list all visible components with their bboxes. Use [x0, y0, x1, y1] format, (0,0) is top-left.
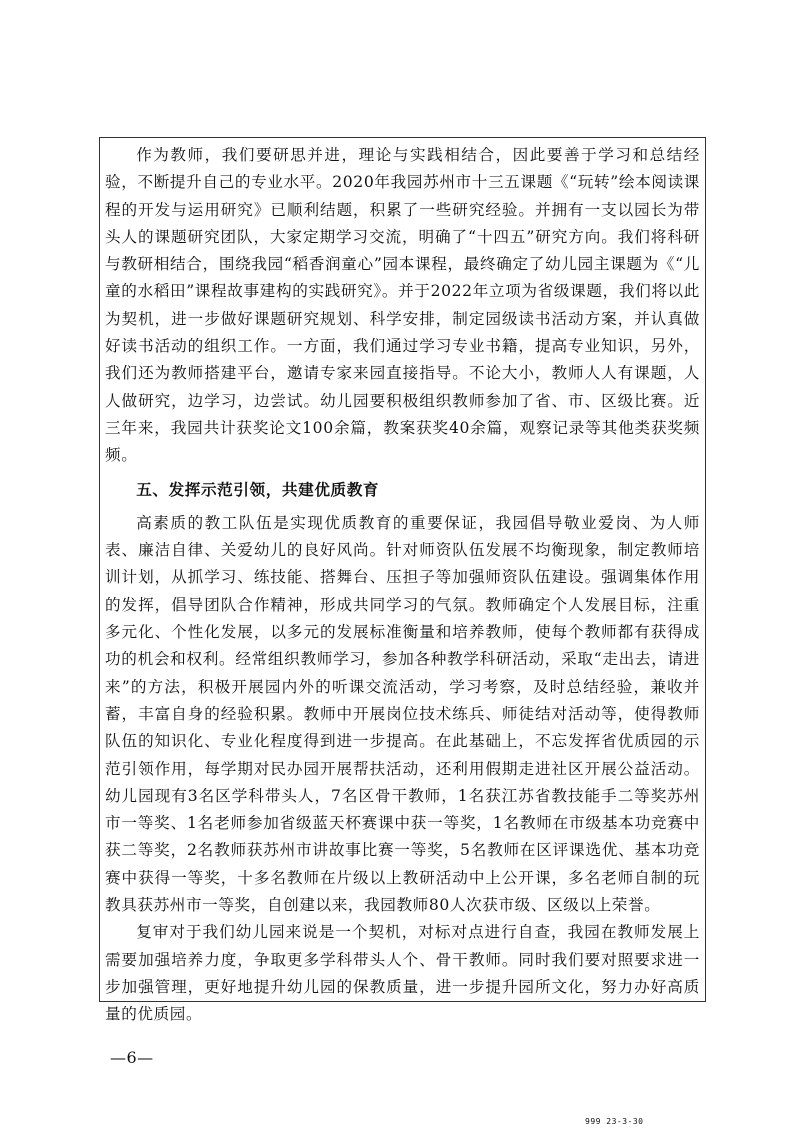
print-stamp: 999 23-3-30 — [585, 1117, 644, 1126]
paragraph-review: 复审对于我们幼儿园来说是一个契机，对标对点进行自查，我园在教师发展上需要加强培养力度，争取更多学科带头人个、骨干教师。同时我们要对照要求进一步加强管理，更好地提升幼儿园的保教质量，进一步提升园所文化，努力办好高质量的优质园。 — [105, 923, 700, 1024]
document-body — [105, 142, 700, 1029]
paragraph-research: 作为教师，我们要研思并进，理论与实践相结合，因此要善于学习和总结经验，不断提升自己的专业水平。2020年我园苏州市十三五课题《“玩转”绘本阅读课程的开发与运用研究》已顺利结题，积累了一些研究经验。并拥有一支以园长为带头人的课题研究团队，大家定期学习交流，明确了“十四五”研究方向。我们将科研与教研相结合，围绕我园“稻香润童心”园本课程，最终确定了幼儿园主课题为《“儿童的水稻田”课程故事建构的实践研究》。并于2022年立项为省级课题，我们将以此为契机，进一步做好课题研究规划、科学安排，制定园级读书活动方案，并认真做好读书活动的组织工作。一方面，我们通过学习专业书籍，提高专业知识，另外，我们还为教师搭建平台，邀请专家来园直接指导。不论大小，教师人人有课题，人人做研究，边学习，边尝试。幼儿园要积极组织教师参加了省、市、区级比赛。近三年来，我园共计获奖论文100余篇，教案获奖40余篇，观察记录等其他类获奖频频。 — [105, 146, 700, 465]
page-number: —6— — [110, 1048, 154, 1067]
section-heading: 五、发挥示范引领，共建优质教育 — [136, 480, 380, 499]
paragraph-teaching-staff: 高素质的教工队伍是实现优质教育的重要保证，我园倡导敬业爱岗、为人师表、廉洁自律、关爱幼儿的良好风尚。针对师资队伍发展不均衡现象，制定教师培训计划，从抓学习、练技能、搭舞台、压担子等加强师资队伍建设。强调集体作用的发挥，倡导团队合作精神，形成共同学习的气氛。教师确定个人发展目标，注重多元化、个性化发展，以多元的发展标准衡量和培养教师，使每个教师都有获得成功的机会和权利。经常组织教师学习，参加各种教学科研活动，采取“走出去，请进来”的方法，积极开展园内外的听课交流活动，学习考察，及时总结经验，兼收并蓄，丰富自身的经验积累。教师中开展岗位技术练兵、师徒结对活动等，使得教师队伍的知识化、专业化程度得到进一步提高。在此基础上，不忘发挥省优质园的示范引领作用，每学期对民办园开展帮扶活动，还利用假期走进社区开展公益活动。幼儿园现有3名区学科带头人，7名区骨干教师，1名获江苏省教技能手二等奖苏州市一等奖、1名老师参加省级蓝天杯赛课中获一等奖，1名教师在市级基本功竞赛中获二等奖，2名教师获苏州市讲故事比赛一等奖，5名教师在区评课选优、基本功竞赛中获得一等奖，十多名教师在片级以上教研活动中上公开课，多名老师自制的玩教具获苏州市一等奖，自创建以来，我园教师80人次获市级、区级以上荣誉。 — [105, 513, 700, 915]
